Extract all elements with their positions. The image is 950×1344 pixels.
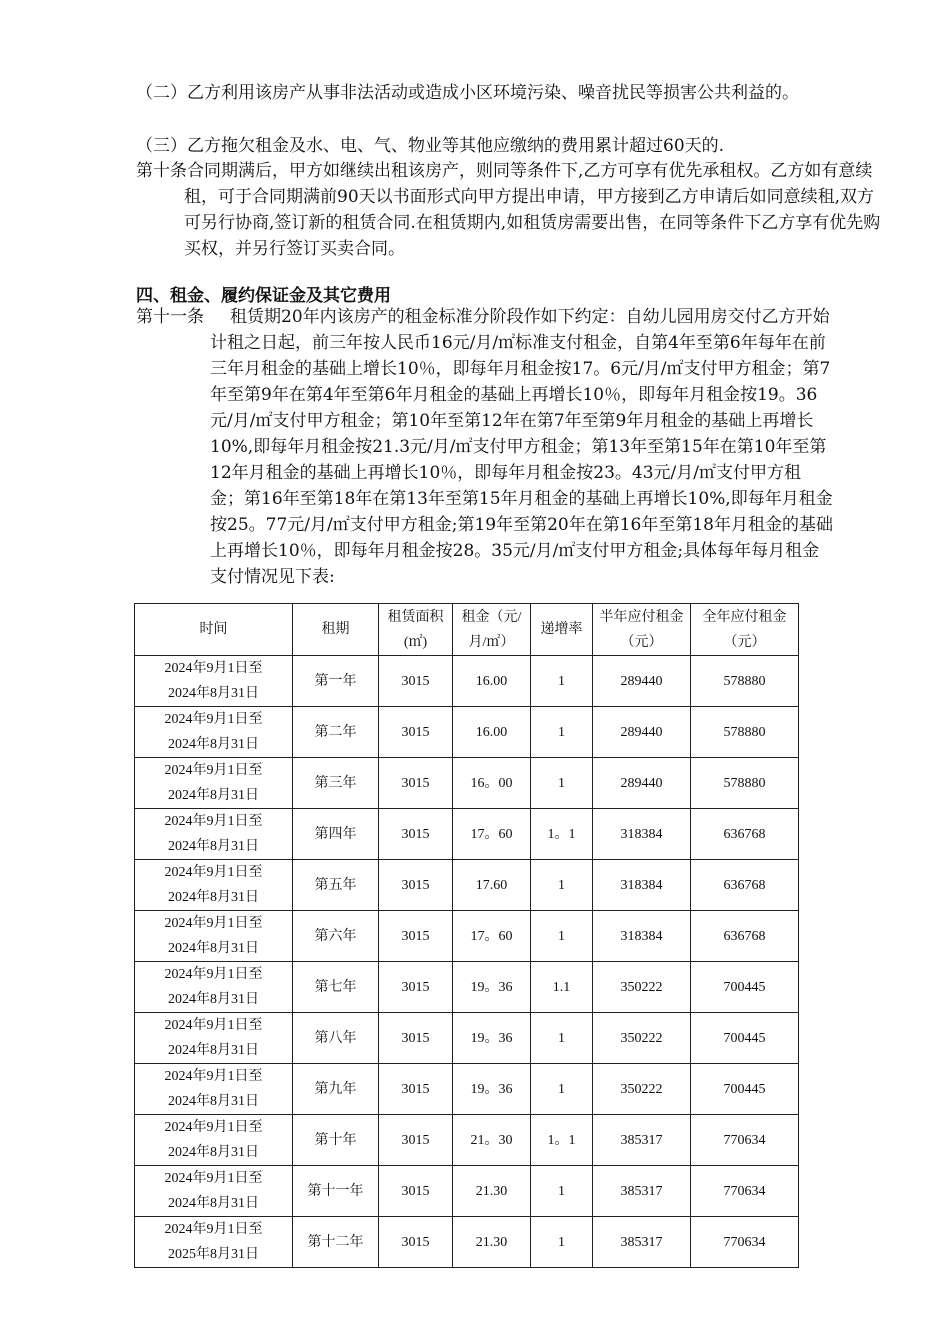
article-10: 第十条合同期满后，甲方如继续出租该房产，则同等条件下,乙方可享有优先承租权。乙方如有意续租，可于合同期满前90天以书面形式向甲方提出申请，甲方接到乙方申请后如同意续租,双方可另行协商,签订新的租赁合同.在租赁期内,如租赁房需要出售，在同等条件下乙方享有优先购买权，并另行签订买卖合同。: [136, 161, 881, 259]
cell-half: 289440: [593, 656, 691, 707]
cell-time: 2024年9月1日至 2024年8月31日: [135, 962, 293, 1013]
cell-half: 289440: [593, 758, 691, 809]
clause-item-2: （二）乙方利用该房产从事非法活动或造成小区环境污染、噪音扰民等损害公共利益的。: [136, 83, 799, 103]
cell-half: 350222: [593, 1064, 691, 1115]
cell-area: 3015: [379, 962, 453, 1013]
header-full: 全年应付租金（元）: [691, 604, 799, 656]
header-rate: 递增率: [531, 604, 593, 656]
cell-half: 350222: [593, 1013, 691, 1064]
cell-rate: 1: [531, 1013, 593, 1064]
cell-term: 第五年: [293, 860, 379, 911]
cell-rate: 1: [531, 860, 593, 911]
cell-rent: 21.30: [453, 1166, 531, 1217]
cell-half: 318384: [593, 911, 691, 962]
cell-term: 第十一年: [293, 1166, 379, 1217]
cell-term: 第七年: [293, 962, 379, 1013]
cell-rate: 1.1: [531, 962, 593, 1013]
cell-time: 2024年9月1日至 2024年8月31日: [135, 1166, 293, 1217]
cell-area: 3015: [379, 1064, 453, 1115]
cell-time: 2024年9月1日至 2024年8月31日: [135, 707, 293, 758]
cell-term: 第四年: [293, 809, 379, 860]
table-row: [135, 1115, 799, 1166]
cell-rate: 1。1: [531, 1115, 593, 1166]
cell-rent: 21。30: [453, 1115, 531, 1166]
cell-half: 350222: [593, 962, 691, 1013]
cell-full: 636768: [691, 911, 799, 962]
section-4-title: 四、租金、履约保证金及其它费用: [136, 286, 391, 306]
cell-full: 578880: [691, 758, 799, 809]
cell-term: 第二年: [293, 707, 379, 758]
cell-full: 700445: [691, 1064, 799, 1115]
cell-time: 2024年9月1日至 2024年8月31日: [135, 911, 293, 962]
cell-rent: 19。36: [453, 1013, 531, 1064]
cell-full: 770634: [691, 1217, 799, 1268]
cell-full: 700445: [691, 1013, 799, 1064]
cell-time: 2024年9月1日至 2024年8月31日: [135, 758, 293, 809]
clause-item-3: （三）乙方拖欠租金及水、电、气、物业等其他应缴纳的费用累计超过60天的.: [136, 136, 725, 156]
cell-term: 第九年: [293, 1064, 379, 1115]
rent-schedule-table: [134, 603, 799, 1268]
cell-rate: 1: [531, 911, 593, 962]
cell-rate: 1: [531, 707, 593, 758]
cell-rate: 1: [531, 1064, 593, 1115]
cell-full: 636768: [691, 860, 799, 911]
cell-rate: 1: [531, 1217, 593, 1268]
cell-half: 289440: [593, 707, 691, 758]
header-time: 时间: [135, 604, 293, 656]
cell-time: 2024年9月1日至 2024年8月31日: [135, 656, 293, 707]
cell-half: 385317: [593, 1166, 691, 1217]
cell-area: 3015: [379, 911, 453, 962]
cell-term: 第六年: [293, 911, 379, 962]
cell-rate: 1。1: [531, 809, 593, 860]
cell-time: 2024年9月1日至 2025年8月31日: [135, 1217, 293, 1268]
cell-full: 578880: [691, 707, 799, 758]
cell-rent: 19。36: [453, 1064, 531, 1115]
cell-rent: 21.30: [453, 1217, 531, 1268]
cell-area: 3015: [379, 758, 453, 809]
cell-area: 3015: [379, 860, 453, 911]
cell-area: 3015: [379, 656, 453, 707]
article-11-text: 租赁期20年内该房产的租金标准分阶段作如下约定：自幼儿园用房交付乙方开始计租之日起，前三年按人民币16元/月/㎡标准支付租金，自第4年至第6年每年在前三年月租金的基础上增长10％，即每年月租金按17。6元/月/㎡支付甲方租金；第7年至第9年在第4年至第6年月租金的基础上再增长10％，即每年月租金按19。36元/月/㎡支付甲方租金；第10年至第12年在第7年至第9年月租金的基础上再增长10%,即每年月租金按21.3元/月/㎡支付甲方租金；第13年至第15年在第10年至第12年月租金的基础上再增长10％，即每年月租金按23。43元/月/㎡支付甲方租金；第16年至第18年在第13年至第15年月租金的基础上再增长10%,即每年月租金按25。77元/月/㎡支付甲方租金;第19年至第20年在第16年至第18年月租金的基础上再增长10％，即每年月租金按28。35元/月/㎡支付甲方租金;具体每年每月租金支付情况见下表:: [210, 307, 833, 587]
table-row: [135, 809, 799, 860]
cell-time: 2024年9月1日至 2024年8月31日: [135, 1013, 293, 1064]
cell-rent: 17。60: [453, 911, 531, 962]
table-row: [135, 1064, 799, 1115]
cell-time: 2024年9月1日至 2024年8月31日: [135, 860, 293, 911]
cell-area: 3015: [379, 1115, 453, 1166]
cell-term: 第十二年: [293, 1217, 379, 1268]
cell-half: 385317: [593, 1217, 691, 1268]
cell-full: 578880: [691, 656, 799, 707]
table-header-row: [135, 604, 799, 656]
cell-area: 3015: [379, 1013, 453, 1064]
table-row: [135, 1166, 799, 1217]
cell-full: 770634: [691, 1166, 799, 1217]
table-row: [135, 1217, 799, 1268]
cell-time: 2024年9月1日至 2024年8月31日: [135, 1115, 293, 1166]
cell-half: 385317: [593, 1115, 691, 1166]
cell-term: 第八年: [293, 1013, 379, 1064]
article-11-label: 第十一条: [136, 307, 204, 327]
table-row: [135, 911, 799, 962]
cell-area: 3015: [379, 1217, 453, 1268]
cell-rent: 16.00: [453, 707, 531, 758]
cell-term: 第一年: [293, 656, 379, 707]
table-row: [135, 860, 799, 911]
header-term: 租期: [293, 604, 379, 656]
table-row: [135, 1013, 799, 1064]
cell-time: 2024年9月1日至 2024年8月31日: [135, 1064, 293, 1115]
cell-full: 770634: [691, 1115, 799, 1166]
cell-area: 3015: [379, 707, 453, 758]
cell-rate: 1: [531, 656, 593, 707]
cell-half: 318384: [593, 860, 691, 911]
table-row: [135, 962, 799, 1013]
table-row: [135, 656, 799, 707]
cell-area: 3015: [379, 1166, 453, 1217]
cell-full: 636768: [691, 809, 799, 860]
cell-rent: 17。60: [453, 809, 531, 860]
cell-rate: 1: [531, 758, 593, 809]
cell-rent: 19。36: [453, 962, 531, 1013]
cell-rent: 16.00: [453, 656, 531, 707]
cell-area: 3015: [379, 809, 453, 860]
header-area: 租赁面积(㎡): [379, 604, 453, 656]
table-row: [135, 707, 799, 758]
header-half: 半年应付租金（元）: [593, 604, 691, 656]
cell-rate: 1: [531, 1166, 593, 1217]
cell-rent: 17.60: [453, 860, 531, 911]
cell-full: 700445: [691, 962, 799, 1013]
cell-term: 第三年: [293, 758, 379, 809]
header-rent: 租金（元/月/㎡）: [453, 604, 531, 656]
cell-time: 2024年9月1日至 2024年8月31日: [135, 809, 293, 860]
cell-half: 318384: [593, 809, 691, 860]
cell-rent: 16。00: [453, 758, 531, 809]
table-row: [135, 758, 799, 809]
cell-term: 第十年: [293, 1115, 379, 1166]
